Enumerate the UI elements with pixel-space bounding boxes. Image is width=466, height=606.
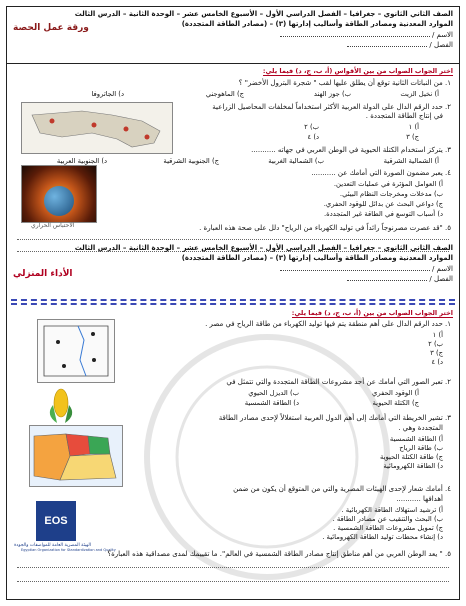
q2-option-d[interactable]: د) ٤	[307, 133, 319, 141]
p2-q2-option-a[interactable]: أ) الوقود الحفري	[372, 389, 419, 397]
eos-logo-mark: EOS	[36, 501, 76, 541]
q2-option-b[interactable]: ب) ٢	[304, 123, 319, 131]
section-divider-2	[11, 303, 455, 305]
p2-q4-option-d[interactable]: د) إنشاء محطات توليد الطاقة الكهرومائية .	[322, 533, 443, 541]
p2-q1-option-d[interactable]: د) ٤	[431, 358, 443, 366]
part2-question-3-cont: المتجددة وهي .	[398, 424, 443, 432]
part1-question-2: ٢. حدد الرقم الدال على الدولة العربية الأكثر استخداماً لمخلفات المحاصيل الزراعية	[212, 103, 451, 111]
part2-instruction: اختر الجواب الصواب من بين (أ، ب، ج، د) فيما يلي:	[291, 309, 453, 317]
p2-q1-option-b[interactable]: ب) ٢	[428, 340, 443, 348]
header2-class-row	[347, 275, 453, 284]
eos-logo-text-ar: الهيئة المصرية العامة للمواصفات والجودة	[14, 543, 91, 548]
highlighted-country-map	[30, 426, 122, 486]
part1-question-5: ٥. "قد عصرت مصرنوجاً رائداً في توليد الكهرباء من الرياح" دلل على صحة هذه العبارة .	[199, 224, 451, 232]
homework-title: الأداء المنزلي	[13, 269, 73, 279]
arab-map-drawing	[22, 103, 172, 153]
p2-q2-option-b[interactable]: ب) الديزل الحيوي	[248, 389, 299, 397]
q3-option-d[interactable]: د) الجنوبية العربية	[56, 157, 107, 165]
name-label: الاسم /	[431, 31, 453, 39]
header-name-row	[280, 31, 453, 40]
p2-q2-option-d[interactable]: د) الطاقة الشمسية	[244, 399, 299, 407]
egypt-map-image	[37, 319, 115, 383]
worksheet-title: ورقة عمل الحصة	[13, 23, 89, 33]
name-blank-2	[280, 270, 430, 271]
q2-option-c[interactable]: ج) ٣	[406, 133, 419, 141]
header-course-line: الصف الثاني الثانوي – جغرافيا – الفصل الدراسي الأول – الأسبوع الخامس عشر – الوحدة الثانية – الدرس الثالث	[74, 10, 453, 18]
p2-q1-option-c[interactable]: ج) ٣	[430, 349, 443, 357]
class-label: الفصل /	[429, 41, 453, 49]
p2-q3-option-a[interactable]: أ) الطاقة الشمسية	[389, 435, 443, 443]
q3-option-b[interactable]: ب) الشمالية الغربية	[268, 157, 324, 165]
q1-option-a[interactable]: أ) نخيل الزيت	[400, 90, 439, 98]
p2-q3-option-b[interactable]: ب) طاقة الرياح	[399, 444, 443, 452]
part2-question-1: ١. حدد الرقم الدال على أهم منطقة يتم فيها توليد الكهرباء من طاقة الرياح في مصر .	[205, 320, 451, 328]
corn-icon	[41, 385, 81, 425]
part2-question-3: ٣. تشير الخريطة التي أمامك إلى أهم الدول العربية استغلالاً لإحدى مصادر الطاقة	[218, 414, 451, 422]
arab-countries-map-image	[29, 425, 123, 487]
answer-line-3[interactable]	[17, 567, 449, 568]
header2-lesson-line: الموارد المعدنية ومصادر الطاقة وأساليب إدارتها (٣) – (مصادر الطاقة المتجددة)	[181, 254, 453, 262]
part1-question-4: ٤. يعبر مضمون الصورة التي أمامك عن ...........	[311, 169, 451, 177]
worksheet-page	[6, 6, 460, 600]
part1-question-3: ٣. يتركز استخدام الكتلة الحيوية في الوطن العربي في جهاته ...........	[251, 146, 451, 154]
corn-image	[41, 385, 81, 425]
answer-line-4[interactable]	[17, 581, 449, 582]
part1-question-2-cont: في إنتاج الطاقة المتجددة .	[365, 112, 443, 120]
answer-line-1[interactable]	[17, 239, 449, 240]
worksheet-header	[7, 7, 459, 64]
part1-question-1: ١. من النباتات الثانية توقع أن يطلق عليها لقب " شجرة البترول الأخضر" ؟	[238, 79, 451, 87]
q2-option-a[interactable]: أ) ١	[408, 123, 419, 131]
earth-icon	[44, 186, 74, 216]
q4-option-a[interactable]: أ) العوامل المؤثرة في عمليات التعدين.	[333, 180, 443, 188]
p2-q3-option-c[interactable]: ج) طاقة الكتلة الحيوية	[380, 453, 443, 461]
class-blank	[347, 46, 427, 47]
header2-name-row	[280, 265, 453, 274]
class-label-2: الفصل /	[429, 275, 453, 283]
q1-option-d[interactable]: د) الجاتروفا	[91, 90, 124, 98]
global-warming-image	[21, 165, 97, 223]
q4-option-d[interactable]: د) أسباب التوسع في الطاقة غير المتجددة.	[324, 210, 443, 218]
part2-question-2: ٢. تعبر الصور التي أمامك عن أحد مشروعات الطاقة المتجددة والتي تتمثل في	[226, 378, 451, 386]
q3-option-a[interactable]: أ) الشمالية الشرقية	[383, 157, 439, 165]
part2-question-5: ٥. " يعد الوطن العربي من أهم مناطق إنتاج مصادر الطاقة الشمسية في العالم". ما تقييمك لمدى مصداقية هذه العبارة؟	[107, 550, 451, 558]
class-blank-2	[347, 280, 427, 281]
eos-logo-text-en: Egyptian Organization for Standardization and Quality	[21, 548, 116, 552]
q4-option-c[interactable]: ج) دواعي البحث عن بدائل للوقود الحفري.	[323, 200, 443, 208]
q1-option-c[interactable]: ج) الماهوجني	[205, 90, 244, 98]
header-class-row	[347, 41, 453, 50]
p2-q4-option-a[interactable]: أ) ترشيد استهلاك الطاقة الكهربائية .	[341, 506, 443, 514]
p2-q3-option-d[interactable]: د) الطاقة الكهرومائية	[383, 462, 443, 470]
global-warming-caption: الاحتباس الحراري	[31, 222, 75, 229]
p2-q4-option-c[interactable]: ج) تمويل مشروعات الطاقة الشمسية .	[333, 524, 443, 532]
part2-question-4-cont: أهدافها ...........	[396, 495, 443, 503]
part2-question-4: ٤. أمامك شعار لإحدى الهيئات المصرية والتي من المتوقع أن يكون من ضمن	[233, 485, 451, 493]
q4-option-b[interactable]: ب) مدخلات ومخرجات النظام البيئي.	[339, 190, 443, 198]
arab-world-map-image	[21, 102, 173, 154]
header2-course-line: الصف الثاني الثانوي – جغرافيا – الفصل الدراسي الأول – الأسبوع الخامس عشر – الوحدة الثانية – الدرس الثالث	[74, 244, 453, 252]
eos-logo	[14, 501, 116, 561]
q3-option-c[interactable]: ج) الجنوبية الشرقية	[163, 157, 219, 165]
p2-q1-option-a[interactable]: أ) ١	[432, 331, 443, 339]
section-divider	[11, 299, 455, 301]
p2-q4-option-b[interactable]: ب) البحث والتنقيب عن مصادر الطاقة .	[332, 515, 443, 523]
q1-option-b[interactable]: ب) جوز الهند	[313, 90, 351, 98]
header-lesson-line: الموارد المعدنية ومصادر الطاقة وأساليب إدارتها (٣) – (مصادر الطاقة المتجددة)	[181, 20, 453, 28]
egypt-map-drawing	[38, 320, 114, 382]
name-label-2: الاسم /	[431, 265, 453, 273]
p2-q2-option-c[interactable]: ج) الكتلة الحيوية	[372, 399, 419, 407]
name-blank	[280, 36, 430, 37]
part1-instruction: اختر الجواب الصواب من بين الأقواس (أ، ب، ج، د) فيما يلي:	[262, 67, 453, 75]
